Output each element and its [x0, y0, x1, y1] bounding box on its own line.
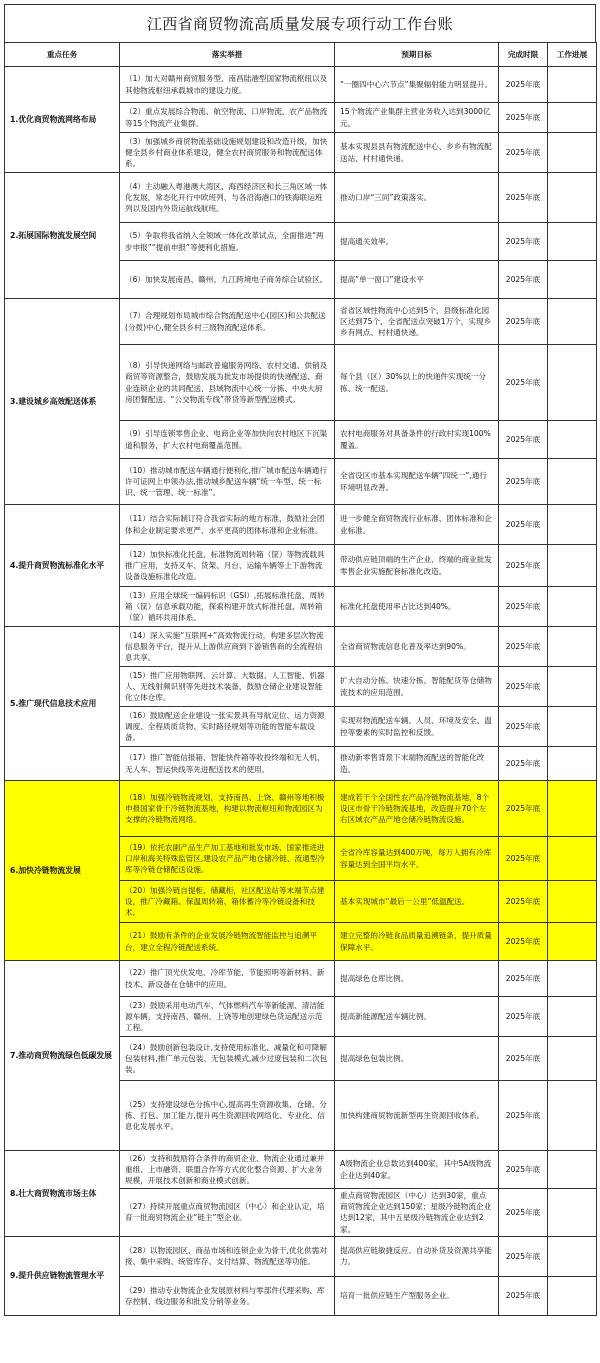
header-deadline: 完成时限 — [499, 43, 548, 67]
measure-cell: （4）主动融入粤港澳大湾区、海西经济区和长三角区域一体化发展，常态化开行中欧班列、与各沿海港口的铁海联运班列以及国内外货运航线航班。 — [120, 173, 335, 223]
measure-cell: （7）合理规划布局城市综合物流配送中心(园区)和公共配送(分拨)中心,健全县乡村三级物流配送体系。 — [120, 299, 335, 345]
table-row — [5, 1151, 597, 1189]
goal-cell: A级物流企业总数达到400家，其中5A级物流企业达到40家。 — [335, 1151, 499, 1189]
task-cell: 8.壮大商贸物流市场主体 — [5, 1151, 120, 1237]
progress-cell — [548, 345, 597, 421]
goal-cell: 基本实现城市“最后一公里”低温配送。 — [335, 881, 499, 923]
goal-cell: 实现对物流配送车辆、人员、环境及安全、温控等要素的实时监控和反馈。 — [335, 707, 499, 747]
table-row — [5, 173, 597, 223]
progress-cell — [548, 1151, 597, 1189]
progress-cell — [548, 1189, 597, 1237]
deadline-cell: 2025年底 — [499, 1276, 548, 1315]
progress-cell — [548, 667, 597, 707]
measure-cell: （17）推广智能信报箱、智能快件箱等收投终端和无人机、无人车、智运快线等先进配送技术的使用。 — [120, 747, 335, 781]
deadline-cell: 2025年底 — [499, 627, 548, 667]
task-cell: 5.推广现代信息技术应用 — [5, 627, 120, 781]
progress-cell — [548, 103, 597, 133]
deadline-cell: 2025年底 — [499, 1151, 548, 1189]
deadline-cell: 2025年底 — [499, 1236, 548, 1276]
goal-cell: 扩大自动分拣、快速分拣、智能配货等仓储物流技术的应用范围。 — [335, 667, 499, 707]
deadline-cell: 2025年底 — [499, 837, 548, 881]
progress-cell — [548, 587, 597, 627]
task-cell: 1.优化商贸物流网络布局 — [5, 67, 120, 173]
progress-cell — [548, 837, 597, 881]
goal-cell: 提高“单一窗口”建设水平 — [335, 261, 499, 299]
table-row — [5, 505, 597, 545]
measure-cell: （16）鼓励配送企业建设一张实景具有导航定位、运力资源调度、全程质质货物、实时路径规划等功能的智能车载设备。 — [120, 707, 335, 747]
goal-cell: 培育一批供应链生产型服务企业。 — [335, 1276, 499, 1315]
goal-cell: 推动新零售背景下末端物流配送的智能化改造。 — [335, 747, 499, 781]
measure-cell: （25）支持建设绿色分拣中心,提高再生资源收集、仓储、分拣、打包、加工能力,提升再生资源回收网络化、专业化、信息化发展水平。 — [120, 1081, 335, 1151]
deadline-cell: 2025年底 — [499, 103, 548, 133]
measure-cell: （27）持续开展重点商贸物流园区（中心）和企业认定，培育一批商贸物流企业“链主”型企业。 — [120, 1189, 335, 1237]
progress-cell — [548, 545, 597, 587]
progress-cell — [548, 961, 597, 997]
goal-cell: 建立完整的冷链食品质量追溯链条，提升质量保障水平。 — [335, 923, 499, 961]
header-task: 重点任务 — [5, 43, 120, 67]
table-row — [5, 1236, 597, 1276]
measure-cell: （18）加强冷链物流规划，支持南昌、上饶、赣州等地积极申报国家骨干冷链物流基地，构建以物流枢纽和物流园区为支撑的冷链物流网络。 — [120, 781, 335, 837]
measure-cell: （13）应用全球统一编码标识（GSI）,拓展标准托盘、周转箱（筐）信息承载功能，探索构建开放式标准托盘、周转箱（筐）循环共用体系。 — [120, 587, 335, 627]
measure-cell: （2）重点发展综合物流、航空物流、口岸物流、农产品物流等15个物流产业集群。 — [120, 103, 335, 133]
progress-cell — [548, 421, 597, 459]
measure-cell: （24）鼓励创新包装设计,支持使用标准化、减量化和可降解包装材料,推广单元包装、无包装模式,减少过度包装和二次包装。 — [120, 1037, 335, 1081]
progress-cell — [548, 997, 597, 1037]
table-row — [5, 961, 597, 997]
goal-cell: 建成若干个全国性农产品冷链物流基地，8个设区市骨干冷链物流基地，改造提升70个左右区域农产品产地仓储冷链物流设施。 — [335, 781, 499, 837]
measure-cell: （14）深入实施“互联网+”高效物流行动，构建多层次物流信息服务平台，提升从上游供应商到下游销售商的全流程信息共享。 — [120, 627, 335, 667]
goal-cell: 加快构建商贸物流新型再生资源回收体系。 — [335, 1081, 499, 1151]
task-cell: 9.提升供应链物流管理水平 — [5, 1236, 120, 1315]
deadline-cell: 2025年底 — [499, 421, 548, 459]
deadline-cell: 2025年底 — [499, 545, 548, 587]
deadline-cell: 2025年底 — [499, 1037, 548, 1081]
measure-cell: （22）推广顶光伏发电、冷库节能、节能照明等新材料、新技术、新设备在仓储中的应用。 — [120, 961, 335, 997]
progress-cell — [548, 881, 597, 923]
deadline-cell: 2025年底 — [499, 781, 548, 837]
progress-cell — [548, 505, 597, 545]
task-cell: 4.提升商贸物流标准化水平 — [5, 505, 120, 627]
goal-cell: 进一步健全商贸物流行业标准、团体标准和企业标准。 — [335, 505, 499, 545]
task-cell: 2.拓展国际物流发展空间 — [5, 173, 120, 299]
table-row — [5, 299, 597, 345]
measure-cell: （1）加大对赣州商贸服务型、南昌陆港型国家物流枢纽以及其他物流枢纽承载城市的建设力度。 — [120, 67, 335, 103]
measure-cell: （28）以物流园区、商品市场和连锁企业为骨干,优化供需对接、集中采购、统管库存、支付结算、物流配送等功能。 — [120, 1236, 335, 1276]
deadline-cell: 2025年底 — [499, 667, 548, 707]
measure-cell: （12）加快标准化托盘、标准物流周转箱（筐）等物流载具推广应用，支持叉车、货架、月台、运输车辆等上下游物流设备设施标准化改造。 — [120, 545, 335, 587]
task-cell: 6.加快冷链物流发展 — [5, 781, 120, 961]
progress-cell — [548, 223, 597, 261]
progress-cell — [548, 1037, 597, 1081]
deadline-cell: 2025年底 — [499, 747, 548, 781]
goal-cell: 重点商贸物流园区（中心）达到30家，重点商贸物流企业达到150家；星级冷链物流企业达到12家，其中五星级冷链物流企业达到2家。 — [335, 1189, 499, 1237]
measure-cell: （21）鼓励有条件的企业发展冷链物流智能监控与追溯平台，建立全程冷链配送系统。 — [120, 923, 335, 961]
goal-cell: 提高绿色仓库比例。 — [335, 961, 499, 997]
progress-cell — [548, 299, 597, 345]
measure-cell: （5）争取将我省纳入全领域一体化改革试点，全面推进“两步申报”“提前申报”等便利化措施。 — [120, 223, 335, 261]
measure-cell: （8）引导快递网络与邮政普遍服务网络、农村交通、供销及商贸等资源整合，鼓励发展为批发市场提供的快递配送、商业连锁企业的共同配送、县域物流中心统一分拣、中央大厨房团餐配送、“公交物流专线”带货等新型配送模式。 — [120, 345, 335, 421]
measure-cell: （10）推动城市配送车辆通行便利化,推广城市配送车辆通行许可证网上申领办法,推动城乡配送车辆“统一车型、统一标识、统一管理、统一标准”。 — [120, 459, 335, 505]
deadline-cell: 2025年底 — [499, 345, 548, 421]
deadline-cell: 2025年底 — [499, 173, 548, 223]
deadline-cell: 2025年底 — [499, 459, 548, 505]
measure-cell: （23）鼓励采用电动汽车、气体燃料汽车等新能源、清洁能源车辆，支持南昌、赣州、上饶等地创建绿色货运配送示范工程。 — [120, 997, 335, 1037]
header-measure: 落实举措 — [120, 43, 335, 67]
header-goal: 预期目标 — [335, 43, 499, 67]
deadline-cell: 2025年底 — [499, 299, 548, 345]
progress-cell — [548, 261, 597, 299]
measure-cell: （20）加强冷链自提柜、储藏柜，社区配送站等末端节点建设，推广冷藏箱、保温周转箱、箱体蓄冷等冷链设备和技术。 — [120, 881, 335, 923]
header-progress: 工作进展 — [548, 43, 597, 67]
measure-cell: （29）推动专业物流企业发展原材料与零部件代理采购、库存控制、线边服务和批发分销等业务。 — [120, 1276, 335, 1315]
goal-cell: 全省设区市基本实现配送车辆“四统一”,通行环境明显改善。 — [335, 459, 499, 505]
measure-cell: （19）依托农副产品生产加工基地和批发市场、国家推进进口岸和海关特殊监管区,建设农产品产地仓储冷链、流通型冷库等冷链仓储配送设施。 — [120, 837, 335, 881]
deadline-cell: 2025年底 — [499, 133, 548, 173]
progress-cell — [548, 459, 597, 505]
measure-cell: （26）支持和鼓励符合条件的商贸企业、物流企业通过兼并重组、上市融资、联盟合作等方式优化整合资源、扩大业务规模，开展技术创新和商业模式创新。 — [120, 1151, 335, 1189]
deadline-cell: 2025年底 — [499, 1081, 548, 1151]
goal-cell: 带动供应链顶端的生产企业、终端的商业批发零售企业实施配套标准化改造。 — [335, 545, 499, 587]
goal-cell: “一圈四中心六节点”集聚辐射能力明显提升。 — [335, 67, 499, 103]
progress-cell — [548, 627, 597, 667]
deadline-cell: 2025年底 — [499, 707, 548, 747]
deadline-cell: 2025年底 — [499, 261, 548, 299]
progress-cell — [548, 67, 597, 103]
goal-cell: 省省区域性物流中心达到5个，县级标准化园区达到75个，全省配送点突破1万个，实现乡乡有网点、村村通快递。 — [335, 299, 499, 345]
progress-cell — [548, 923, 597, 961]
goal-cell: 每个县（区）30%以上的快递件实现统一分拣、统一配送。 — [335, 345, 499, 421]
task-cell: 3.建设城乡高效配送体系 — [5, 299, 120, 505]
deadline-cell: 2025年底 — [499, 997, 548, 1037]
progress-cell — [548, 781, 597, 837]
goal-cell: 基本实现县县有物流配送中心、乡乡有物流配送站、村村通快递。 — [335, 133, 499, 173]
table-body — [5, 67, 597, 1316]
ledger-table — [4, 42, 597, 1316]
progress-cell — [548, 1236, 597, 1276]
deadline-cell: 2025年底 — [499, 587, 548, 627]
deadline-cell: 2025年底 — [499, 923, 548, 961]
measure-cell: （9）引导连锁零售企业、电商企业等加快向农村地区下沉渠道和服务，扩大农村电商覆盖范围。 — [120, 421, 335, 459]
deadline-cell: 2025年底 — [499, 961, 548, 997]
task-cell: 7.推动商贸物流绿色低碳发展 — [5, 961, 120, 1151]
goal-cell: 农村电商服务对具备条件的行政村实现100%覆盖。 — [335, 421, 499, 459]
goal-cell: 提高供应链敏捷反应、自动补货及资源共享能力。 — [335, 1236, 499, 1276]
deadline-cell: 2025年底 — [499, 223, 548, 261]
table-row — [5, 781, 597, 837]
goal-cell: 15个物流产业集群主营业务收入达到3000亿元。 — [335, 103, 499, 133]
deadline-cell: 2025年底 — [499, 67, 548, 103]
progress-cell — [548, 747, 597, 781]
measure-cell: （6）加快发展南昌、赣州、九江跨境电子商务综合试验区。 — [120, 261, 335, 299]
page-title: 江西省商贸物流高质量发展专项行动工作台账 — [4, 4, 596, 42]
goal-cell: 全省冷库容量达到400万吨，每万人拥有冷库容量达到全国平均水平。 — [335, 837, 499, 881]
measure-cell: （15）推广应用物联网、云计算、大数据、人工智能、机器人、无线射频识别等先进技术装备，鼓励仓储企业建设智能化立体仓库。 — [120, 667, 335, 707]
goal-cell: 标准化托盘使用率占比达到40%。 — [335, 587, 499, 627]
progress-cell — [548, 1276, 597, 1315]
table-header-row — [5, 43, 597, 67]
table-row — [5, 627, 597, 667]
measure-cell: （11）结合实际制订符合我省实际的地方标准，鼓励社会团体和企业制定要求更严、水平更高的团体标准和企业标准。 — [120, 505, 335, 545]
deadline-cell: 2025年底 — [499, 1189, 548, 1237]
goal-cell: 提高绿色包装比例。 — [335, 1037, 499, 1081]
progress-cell — [548, 133, 597, 173]
goal-cell: 提高新能源配送车辆比例。 — [335, 997, 499, 1037]
deadline-cell: 2025年底 — [499, 881, 548, 923]
table-row — [5, 67, 597, 103]
deadline-cell: 2025年底 — [499, 505, 548, 545]
goal-cell: 全省商贸物流信息化普及率达到90%。 — [335, 627, 499, 667]
progress-cell — [548, 1081, 597, 1151]
goal-cell: 推动口岸“三同”政策落实。 — [335, 173, 499, 223]
progress-cell — [548, 707, 597, 747]
goal-cell: 提高通关效率。 — [335, 223, 499, 261]
measure-cell: （3）加强城乡商贸物流基础设施规划建设和改造升级，加快健全县乡村商业体系建设，健全农村商贸服务和物流配送体系。 — [120, 133, 335, 173]
progress-cell — [548, 173, 597, 223]
